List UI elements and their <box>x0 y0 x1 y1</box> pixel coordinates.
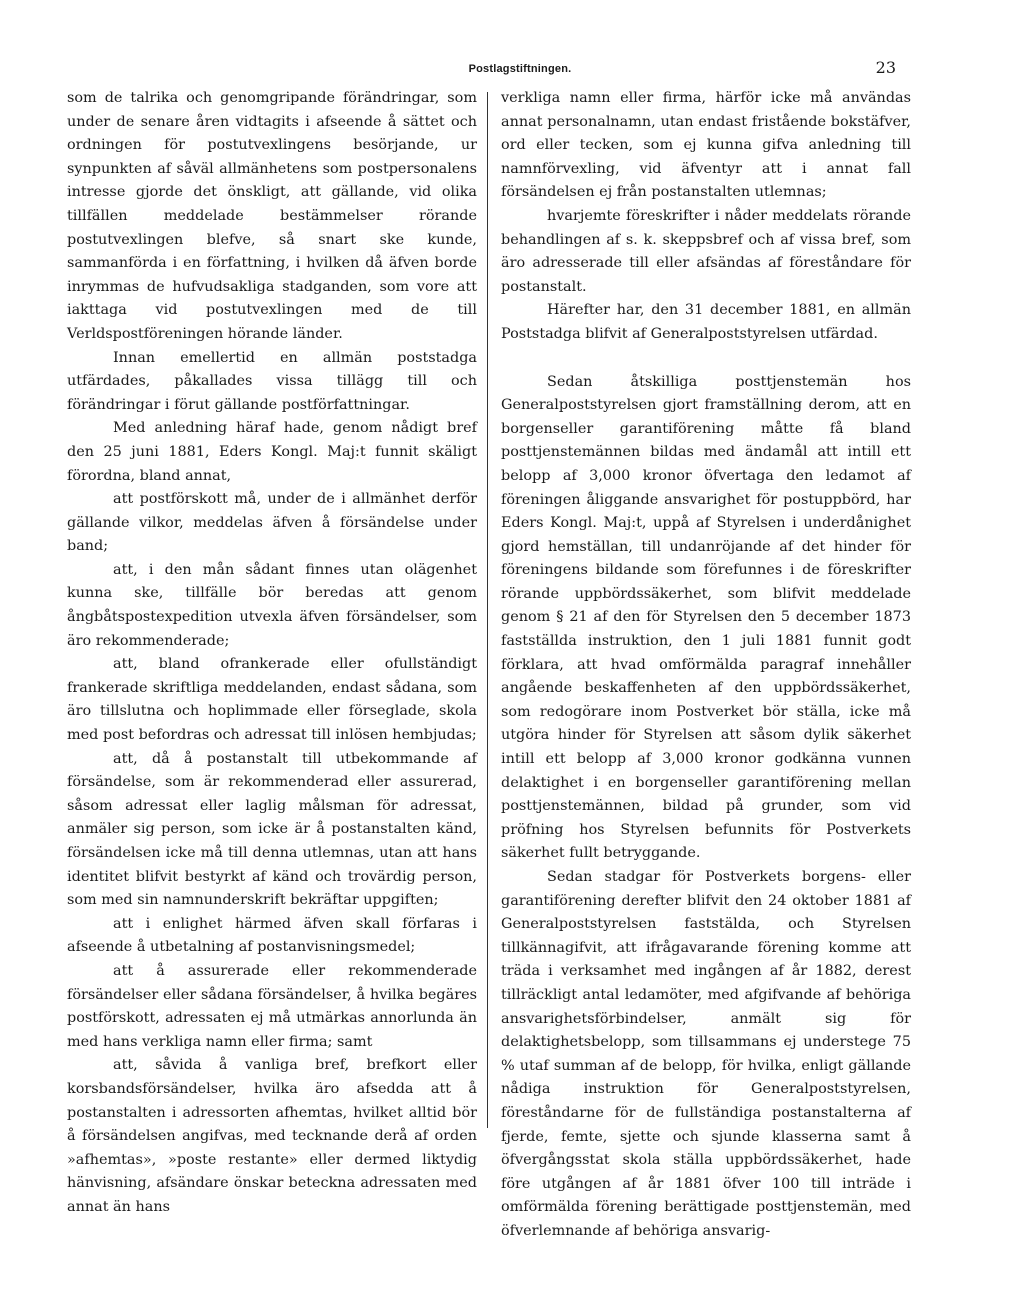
left-column <box>67 87 477 1220</box>
paragraph: att, såvida å vanliga bref, brefkort eller korsbandsförsändelser, hvilka äro afsedda att å postanstalten i adressorten afhemtas, hvilket alltid bör å försändelsen angifvas, med tecknande derå af orden »afhemtas», »poste restante» eller dermed liktydig hänvisning, afsändare önskar beteckna adressaten med annat än hans <box>67 1057 477 1215</box>
paragraph: att å assurerade eller rekommenderade försändelser eller sådana försändelser, å hvilka begäres postförskott, adressaten ej må utmärkas annorlunda än med hans verkliga namn eller firma; samt <box>67 962 477 1050</box>
paragraph: Sedan stadgar för Postverkets borgens- eller garantiförening derefter blifvit den 24 oktober 1881 af Generalpoststyrelsen faststälda, och Styrelsen tillkännagifvit, att ifrågavarande förening komme att träda i verksamhet med ingången af år 1882, derest tillräckligt antal ledamöter, med afgifvande af behöriga ansvarighetsförbindelser, anmält sig för delaktighetsbelopp, som tillsammans ej understege 75 % utaf summan af de belopp, för hvilka, enligt gällande nådiga instruktion för Generalpoststyrelsen, föreståndarne för de fullständiga postanstalterna af fjerde, femte, sjette och sjunde klasserna samt å öfvergångsstat skola ställa uppbördssäkerhet, hade före utgången af år 1881 öfver 100 till inträde i omförmälda förening berättigade posttjenstemän, med öfverlemnande af behöriga ansvarig- <box>501 869 911 1239</box>
paragraph: att, då å postanstalt till utbekommande af försändelse, som är rekommenderad eller assurerad, såsom adressat eller laglig målsman för adressat, anmäler sig person, som icke är å postanstalten känd, försändelsen icke må till denna utlemnas, utan att hans identitet blifvit bestyrkt af känd och trovärdig person, som med sin namnunderskrift bekräftar uppgiften; <box>67 750 477 909</box>
paragraph: verkliga namn eller firma, härför icke må användas annat personalnamn, utan endast fristående bokstäfver, ord eller tecken, som ej kunna gifva anledning till namnförvexling, vid äfventyr att i annat fall försändelsen ej från postanstalten utlemnas; <box>501 90 911 201</box>
column-divider <box>487 92 488 1128</box>
paragraph: hvarjemte föreskrifter i nåder meddelats rörande behandlingen af s. k. skeppsbref och af vissa bref, som äro adresserade till eller afsändas af föreståndare för postanstalt. <box>501 207 911 295</box>
paragraph: Med anledning häraf hade, genom nådigt bref den 25 juni 1881, Eders Kongl. Maj:t funnit skäligt förordna, bland annat, <box>67 420 477 484</box>
paragraph: att postförskott må, under de i allmänhet derför gällande vilkor, meddelas äfven å försändelse under band; <box>67 491 477 555</box>
right-column <box>501 87 911 1244</box>
paragraph: att, i den mån sådant finnes utan olägenhet kunna ske, tillfälle bör beredas att genom ångbåtspostexpedition utvexla äfven försändelser, som äro rekommenderade; <box>67 561 477 649</box>
paragraph: Innan emellertid en allmän poststadga utfärdades, påkallades vissa tillägg till och förändringar i förut gällande postförfattningar. <box>67 349 477 413</box>
paragraph: Härefter har, den 31 december 1881, en allmän Poststadga blifvit af Generalpoststyrelsen utfärdad. <box>501 302 911 342</box>
paragraph: att i enlighet härmed äfven skall förfaras i afseende å utbetalning af postanvisningsmedel; <box>67 915 477 956</box>
paragraph: att, bland ofrankerade eller ofullständigt frankerade skriftliga meddelanden, endast sådana, som äro tillslutna och hoplimmade eller förseglade, skola med post befordras och adressat till inlösen hembjudas; <box>67 656 477 744</box>
running-header: Postlagstiftningen. <box>468 63 572 75</box>
page-number: 23 <box>875 58 896 77</box>
paragraph: som de talrika och genomgripande förändringar, som under de senare åren vidtagits i afseende å sättet och ordningen för postutvexlingens besörjande, ur synpunkten af såväl allmänhetens som postpersonalens intresse gjorde det önskligt, att gällande, vid olika tillfällen meddelade bestämmelser rörande postutvexlingen blefve, så snart ske kunde, sammanförda i en författning, i hvilken då äfven borde inrymmas de hufvudsakliga stadganden, som vore att iakttaga vid postutvexlingen med de till Verldspostföreningen hörande länder. <box>67 90 477 342</box>
paragraph: Sedan åtskilliga posttjenstemän hos Generalpoststyrelsen gjort framställning derom, att en borgenseller garantiförening måtte få bland posttjenstemännen bildas med ändamål att intill ett belopp af 3,000 kronor öfvertaga den ledamot af föreningen åliggande ansvarighet för postuppbörd, har Eders Kongl. Maj:t, uppå af Styrelsen i underdånighet gjord hemställan, till undanröjande af det hinder för föreningens bildande som förefunnes i de föreskrifter rörande uppbördssäkerhet, som blifvit meddelade genom § 21 af den för Styrelsen den 5 december 1873 fastställda instruktion, den 1 juli 1881 funnit godt förklara, att hvad omförmälda paragraf innehåller angående beskaffenheten af den uppbördssäkerhet, som redogörare inom Postverket bör ställa, icke må utgöra hinder för Styrelsen att såsom dylik säkerhet intill ett belopp af 3,000 kronor godkänna vunnen delaktighet i en borgenseller garantiförening mellan posttjenstemännen, bildad på grunder, som vid pröfning hos Styrelsen befunnits för Postverkets säkerhet fullt betryggande. <box>501 373 911 862</box>
